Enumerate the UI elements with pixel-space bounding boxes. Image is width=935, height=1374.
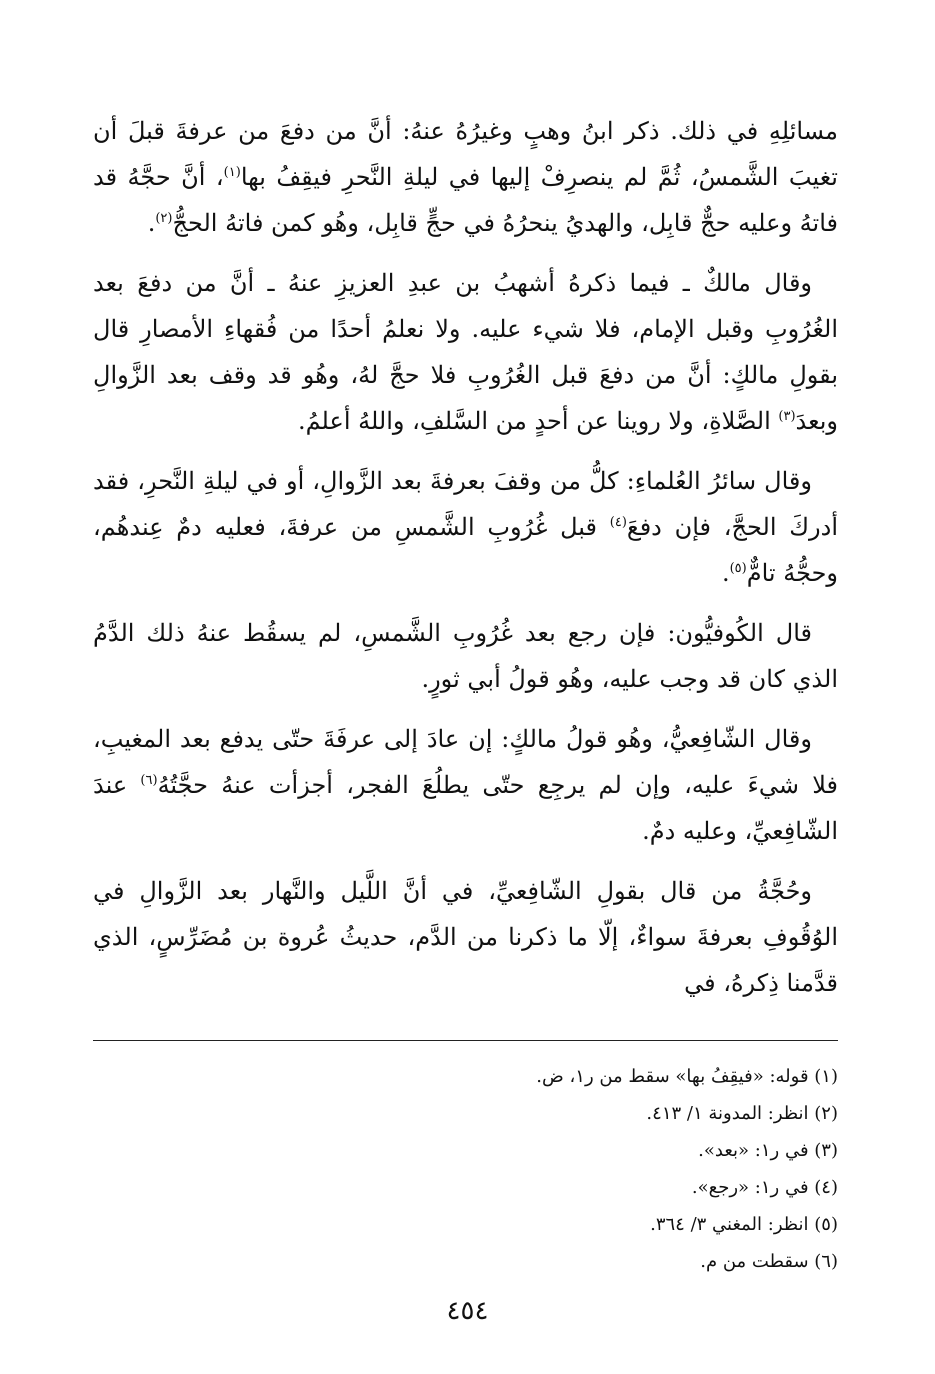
footnote-ref-5: (٥)	[729, 561, 747, 576]
text-run: وقال الشّافِعيُّ، وهُو قولُ مالكٍ: إن عادَ إلى عرفَةَ حتّى يدفع بعد المغيبِ، فلا شيءَ عليه، وإن لم يرجِع حتّى يطلُعَ الفجر، أجزأت عنهُ حجَّتُهُ	[93, 725, 838, 799]
footnotes	[93, 1058, 838, 1280]
text-run: .	[147, 209, 156, 237]
footnote-3: (٣) في ر١: «بعد».	[698, 1140, 838, 1161]
text-run: عندَ الشّافِعيِّ، وعليه دمٌ.	[93, 771, 838, 845]
footnote-6: (٦) سقطت من م.	[700, 1251, 838, 1272]
footnote-ref-3: (٣)	[778, 409, 796, 424]
footnote-5: (٥) انظر: المغني ٣/ ٣٦٤.	[650, 1214, 838, 1235]
footnote-ref-2: (٢)	[155, 211, 173, 226]
footnote-2: (٢) انظر: المدونة ١/ ٤١٣.	[646, 1103, 838, 1124]
text-run: الصَّلاةِ، ولا روينا عن أحدٍ من السَّلفِ، واللهُ أعلمُ.	[297, 407, 779, 435]
text-run: ، أنَّ حجَّهُ قد فاتهُ وعليه حجٌّ قابِل، والهديُ ينحرُهُ في حجٍّ قابِل، وهُو كمن فاتهُ الحجُّ	[93, 163, 838, 237]
footnote-ref-1: (١)	[223, 165, 241, 180]
page-number: ٤٥٤	[446, 1296, 489, 1326]
text-run: قال الكُوفيُّون: فإن رجع بعد غُرُوبِ الشَّمسِ، لم يسقُط عنهُ ذلك الدَّمُ الذي كان قد وجب عليه، وهُو قولُ أبي ثورٍ.	[93, 619, 838, 693]
text-run: وحُجَّةُ من قال بقولِ الشّافِعيِّ، في أنَّ اللَّيل والنَّهار بعد الزَّوالِ في الوُقُوفِ بعرفةَ سواءٌ، إلّا ما ذكرنا من الدَّم، حديثُ عُروة بن مُضَرِّسٍ، الذي قدَّمنا ذِكرهُ، في	[93, 877, 838, 997]
page-content	[93, 108, 838, 1020]
paragraph-4	[93, 610, 838, 702]
footnote-4: (٤) في ر١: «رجع».	[691, 1177, 838, 1198]
text-run: .	[721, 559, 730, 587]
paragraph-2	[93, 260, 838, 444]
text-run: قبل غُرُوبِ الشَّمسِ من عرفةَ، فعليه دمٌ عِندهُم، وحجُّهُ تامٌّ	[93, 513, 838, 587]
footnote-ref-6: (٦)	[140, 773, 158, 788]
text-run: وقال مالكٌ ـ فيما ذكرهُ أشهبُ بن عبدِ العزيزِ عنهُ ـ أنَّ من دفعَ بعد الغُرُوبِ وقبل الإمام، فلا شيء عليه. ولا نعلمُ أحدًا من فُقهاءِ الأمصارِ قال بقولِ مالكٍ: أنَّ من دفعَ قبل الغُرُوبِ فلا حجَّ لهُ، وهُو قد وقف بعد الزَّوالِ وبعدَ	[93, 269, 839, 435]
footnote-1: (١) قوله: «فيقِفُ بها» سقط من ر١، ض.	[536, 1066, 838, 1087]
paragraph-6	[93, 868, 838, 1006]
paragraph-3	[93, 458, 838, 596]
footnote-divider	[93, 1040, 838, 1041]
text-run: مسائلِهِ في ذلك. ذكر ابنُ وهبٍ وغيرُهُ عنهُ: أنَّ من دفعَ من عرفةَ قبلَ أن تغيبَ الشَّمسُ، ثُمَّ لم ينصرِفْ إليها في ليلةِ النَّحرِ فيقِفُ بها	[93, 117, 838, 191]
text-run: وقال سائرُ العُلماءِ: كلُّ من وقفَ بعرفةَ بعد الزَّوالِ، أو في ليلةِ النَّحرِ، فقد أدركَ الحجَّ، فإن دفعَ	[93, 467, 838, 541]
paragraph-5	[93, 716, 838, 854]
paragraph-1	[93, 108, 838, 246]
main-text	[93, 108, 838, 1006]
footnote-ref-4: (٤)	[609, 515, 627, 530]
